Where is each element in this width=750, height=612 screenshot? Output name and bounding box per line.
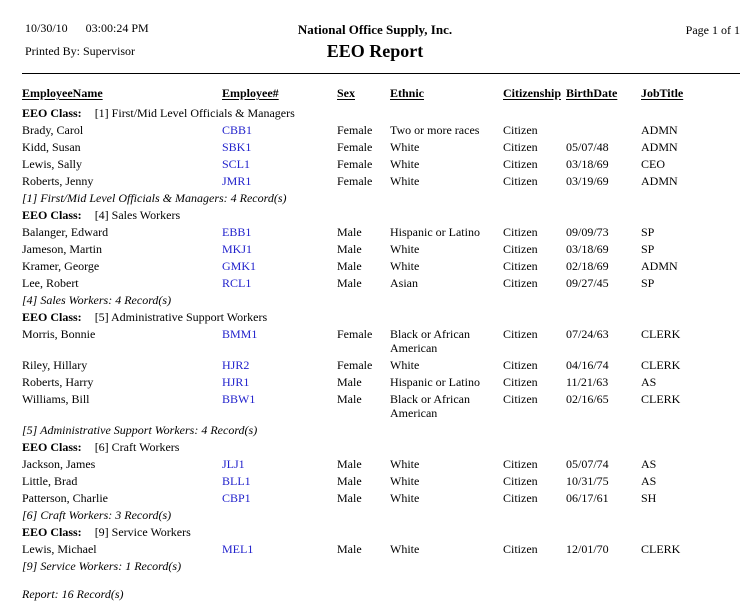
citizenship-cell: Citizen [503, 140, 538, 154]
employee-name-cell: Morris, Bonnie [22, 327, 96, 341]
col-header-ethnic: Ethnic [390, 86, 425, 100]
eeo-class-row [0, 525, 750, 539]
col-header-sex: Sex [337, 86, 355, 100]
employee-name-cell: Kidd, Susan [22, 140, 81, 154]
section-summary: [5] Administrative Support Workers: 4 Record(s) [22, 423, 258, 437]
section-summary: [9] Service Workers: 1 Record(s) [22, 559, 182, 573]
eeo-class-label: EEO Class: [22, 310, 82, 324]
job-title-cell: CEO [641, 157, 665, 171]
eeo-class-row [0, 208, 750, 222]
job-title-cell: SP [641, 225, 655, 239]
job-title-cell: SP [641, 276, 655, 290]
employee-name-cell: Kramer, George [22, 259, 100, 273]
ethnic-cell: White [390, 140, 420, 154]
report-title: EEO Report [326, 41, 424, 61]
eeo-class-name: [9] Service Workers [94, 525, 191, 539]
employee-row [0, 392, 750, 420]
employee-row [0, 491, 750, 505]
employee-row [0, 225, 750, 239]
employee-number-link[interactable]: BMM1 [222, 327, 258, 341]
birth-date-cell: 12/01/70 [566, 542, 609, 556]
ethnic-cell: Two or more races [390, 123, 480, 137]
citizenship-cell: Citizen [503, 358, 538, 372]
employee-number-link[interactable]: CBP1 [222, 491, 251, 505]
employee-name-cell: Lewis, Michael [22, 542, 97, 556]
birth-date-cell: 07/24/63 [566, 327, 609, 341]
employee-number-link[interactable]: MKJ1 [222, 242, 253, 256]
ethnic-cell: White [390, 174, 420, 188]
birth-date-cell: 03/19/69 [566, 174, 609, 188]
eeo-class-label: EEO Class: [22, 525, 82, 539]
sex-cell: Female [337, 140, 373, 154]
employee-number-link[interactable]: GMK1 [222, 259, 257, 273]
birth-date-cell: 04/16/74 [566, 358, 609, 372]
birth-date-cell: 09/09/73 [566, 225, 609, 239]
employee-name-cell: Patterson, Charlie [22, 491, 108, 505]
citizenship-cell: Citizen [503, 174, 538, 188]
col-header-employee-number: Employee # [222, 86, 279, 100]
col-header-job-title: Job Title [641, 86, 684, 100]
employee-row [0, 276, 750, 290]
sex-cell: Male [337, 259, 362, 273]
employee-row [0, 474, 750, 488]
sex-cell: Male [337, 542, 362, 556]
sex-cell: Male [337, 242, 362, 256]
employee-number-link[interactable]: SCL1 [222, 157, 251, 171]
print-date: 10/30/10 [25, 21, 68, 35]
report-summary: Report: 16 Record(s) [22, 587, 124, 601]
employee-row [0, 375, 750, 389]
employee-number-link[interactable]: SBK1 [222, 140, 252, 154]
employee-row [0, 259, 750, 273]
eeo-class-label: EEO Class: [22, 106, 82, 120]
citizenship-cell: Citizen [503, 327, 538, 341]
birth-date-cell: 03/18/69 [566, 242, 609, 256]
report-body [0, 106, 750, 573]
citizenship-cell: Citizen [503, 375, 538, 389]
employee-name-cell: Riley, Hillary [22, 358, 88, 372]
employee-row [0, 140, 750, 154]
header-divider [22, 73, 740, 74]
citizenship-cell: Citizen [503, 157, 538, 171]
section-summary: [4] Sales Workers: 4 Record(s) [22, 293, 172, 307]
eeo-class-name: [5] Administrative Support Workers [94, 310, 268, 324]
ethnic-cell: Black or African American [390, 392, 470, 420]
citizenship-cell: Citizen [503, 123, 538, 137]
ethnic-cell: White [390, 491, 420, 505]
sex-cell: Female [337, 174, 373, 188]
employee-name-cell: Lee, Robert [22, 276, 79, 290]
sex-cell: Male [337, 276, 362, 290]
job-title-cell: CLERK [641, 392, 681, 406]
birth-date-cell: 05/07/48 [566, 140, 609, 154]
printed-by: Printed By: Supervisor [25, 44, 135, 58]
sex-cell: Female [337, 157, 373, 171]
citizenship-cell: Citizen [503, 474, 538, 488]
sex-cell: Female [337, 358, 373, 372]
employee-row [0, 327, 750, 355]
citizenship-cell: Citizen [503, 491, 538, 505]
employee-name-cell: Brady, Carol [22, 123, 84, 137]
col-header-citizenship: Citizenship [503, 86, 562, 100]
eeo-class-label: EEO Class: [22, 440, 82, 454]
employee-number-link[interactable]: HJR1 [222, 375, 250, 389]
employee-name-cell: Lewis, Sally [22, 157, 82, 171]
col-header-employee-name: Employee Name [22, 86, 103, 100]
employee-row [0, 174, 750, 188]
job-title-cell: AS [641, 474, 657, 488]
sex-cell: Female [337, 123, 373, 137]
sex-cell: Male [337, 457, 362, 471]
col-header-birth-date: Birth Date [566, 86, 618, 100]
ethnic-cell: White [390, 358, 420, 372]
job-title-cell: CLERK [641, 327, 681, 341]
ethnic-cell: Black or African American [390, 327, 470, 355]
job-title-cell: ADMN [641, 259, 678, 273]
eeo-class-row [0, 106, 750, 120]
employee-number-link[interactable]: RCL1 [222, 276, 252, 290]
employee-row [0, 157, 750, 171]
print-time: 03:00:24 PM [85, 21, 149, 35]
job-title-cell: SH [641, 491, 657, 505]
employee-name-cell: Jameson, Martin [22, 242, 102, 256]
table-header-row [0, 86, 750, 100]
sex-cell: Male [337, 474, 362, 488]
sex-cell: Male [337, 375, 362, 389]
employee-number-link[interactable]: CBB1 [222, 123, 253, 137]
ethnic-cell: White [390, 242, 420, 256]
citizenship-cell: Citizen [503, 259, 538, 273]
ethnic-cell: Asian [390, 276, 418, 290]
birth-date-cell: 03/18/69 [566, 157, 609, 171]
citizenship-cell: Citizen [503, 276, 538, 290]
ethnic-cell: White [390, 474, 420, 488]
employee-number-link[interactable]: EBB1 [222, 225, 252, 239]
section-summary: [6] Craft Workers: 3 Record(s) [22, 508, 172, 522]
employee-row [0, 542, 750, 556]
citizenship-cell: Citizen [503, 242, 538, 256]
birth-date-cell: 02/18/69 [566, 259, 609, 273]
employee-name-cell: Roberts, Harry [22, 375, 94, 389]
ethnic-cell: White [390, 457, 420, 471]
job-title-cell: ADMN [641, 174, 678, 188]
birth-date-cell: 06/17/61 [566, 491, 609, 505]
employee-number-link[interactable]: MEL1 [222, 542, 254, 556]
eeo-class-row [0, 310, 750, 324]
job-title-cell: CLERK [641, 358, 681, 372]
employee-number-link[interactable]: BBW1 [222, 392, 256, 406]
job-title-cell: AS [641, 457, 657, 471]
job-title-cell: ADMN [641, 123, 678, 137]
sex-cell: Female [337, 327, 373, 341]
sex-cell: Male [337, 392, 362, 406]
page-indicator: Page 1 of 1 [685, 23, 740, 37]
eeo-class-label: EEO Class: [22, 208, 82, 222]
employee-name-cell: Williams, Bill [22, 392, 90, 406]
birth-date-cell: 02/16/65 [566, 392, 609, 406]
employee-number-link[interactable]: HJR2 [222, 358, 250, 372]
birth-date-cell: 09/27/45 [566, 276, 609, 290]
employee-name-cell: Jackson, James [22, 457, 96, 471]
employee-number-link[interactable]: JLJ1 [222, 457, 245, 471]
report-table [0, 86, 750, 601]
ethnic-cell: White [390, 157, 420, 171]
employee-name-cell: Roberts, Jenny [22, 174, 94, 188]
birth-date-cell: 11/21/63 [566, 375, 609, 389]
job-title-cell: CLERK [641, 542, 681, 556]
employee-row [0, 358, 750, 372]
eeo-class-name: [1] First/Mid Level Officials & Managers [94, 106, 295, 120]
employee-number-link[interactable]: BLL1 [222, 474, 251, 488]
employee-row [0, 242, 750, 256]
sex-cell: Male [337, 225, 362, 239]
company-name: National Office Supply, Inc. [297, 22, 453, 37]
employee-row [0, 457, 750, 471]
employee-number-link[interactable]: JMR1 [222, 174, 252, 188]
employee-row [0, 123, 750, 137]
birth-date-cell: 05/07/74 [566, 457, 609, 471]
ethnic-cell: White [390, 542, 420, 556]
employee-name-cell: Balanger, Edward [22, 225, 109, 239]
job-title-cell: SP [641, 242, 655, 256]
citizenship-cell: Citizen [503, 225, 538, 239]
ethnic-cell: White [390, 259, 420, 273]
ethnic-cell: Hispanic or Latino [390, 375, 480, 389]
birth-date-cell: 10/31/75 [566, 474, 609, 488]
sex-cell: Male [337, 491, 362, 505]
eeo-class-name: [4] Sales Workers [94, 208, 181, 222]
citizenship-cell: Citizen [503, 542, 538, 556]
job-title-cell: ADMN [641, 140, 678, 154]
ethnic-cell: Hispanic or Latino [390, 225, 480, 239]
employee-name-cell: Little, Brad [22, 474, 78, 488]
section-summary: [1] First/Mid Level Officials & Managers: 4 Record(s) [22, 191, 287, 205]
job-title-cell: AS [641, 375, 657, 389]
citizenship-cell: Citizen [503, 457, 538, 471]
eeo-class-row [0, 440, 750, 454]
citizenship-cell: Citizen [503, 392, 538, 406]
eeo-class-name: [6] Craft Workers [94, 440, 180, 454]
